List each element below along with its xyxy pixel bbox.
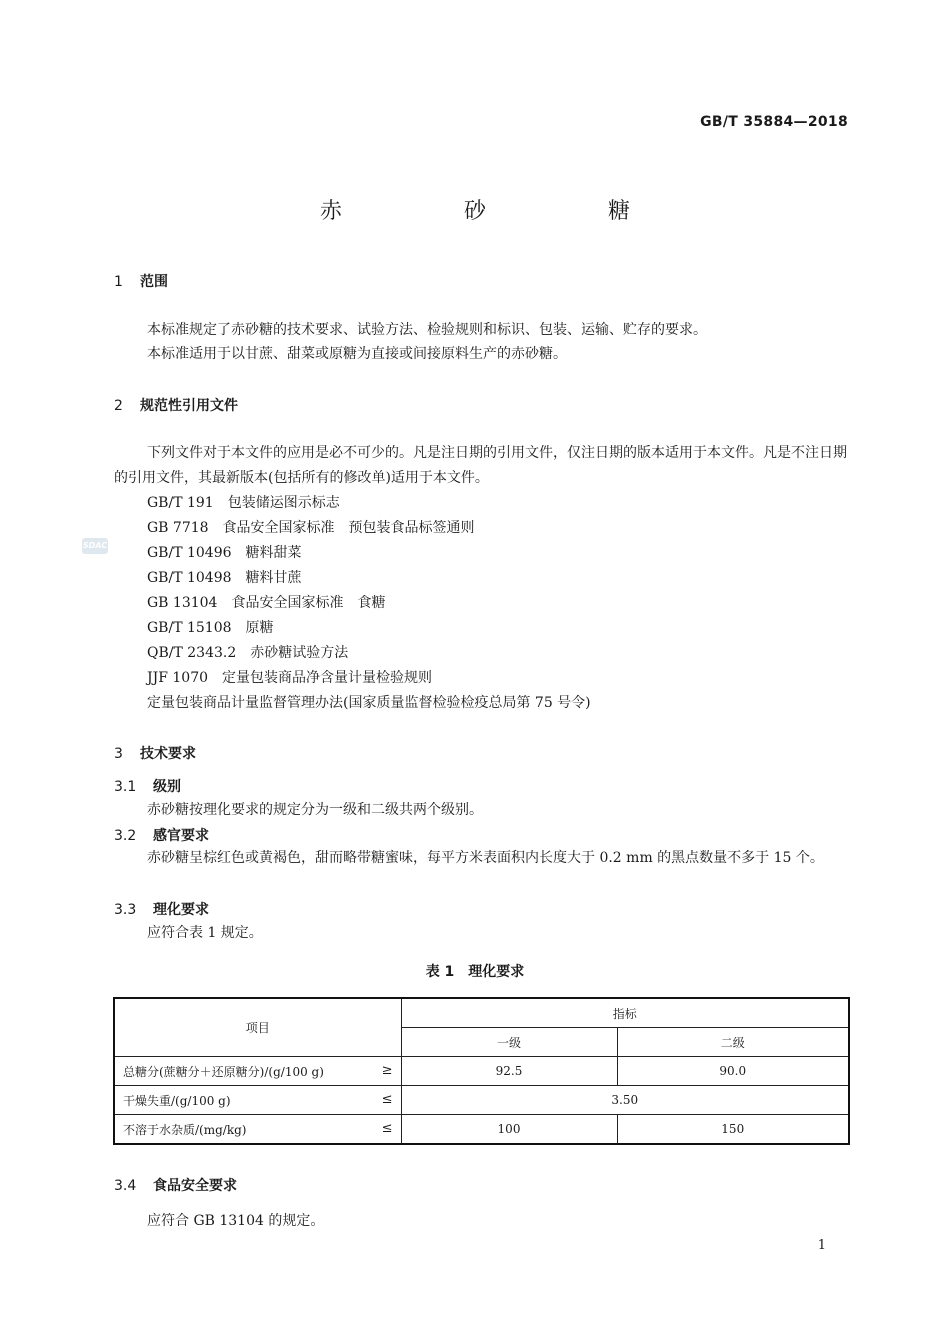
merged-value: 3.50 bbox=[401, 1086, 849, 1115]
reference-item: GB/T 10496 糖料甜菜 bbox=[147, 545, 302, 561]
section-3-heading bbox=[114, 743, 196, 763]
row-item bbox=[114, 1115, 401, 1145]
page-number: 1 bbox=[817, 1238, 826, 1253]
subsection-3-2-heading bbox=[114, 825, 209, 845]
reference-item: GB/T 10498 糖料甘蔗 bbox=[147, 570, 302, 586]
paragraph: 应符合表 1 规定。 bbox=[147, 925, 263, 941]
comparison-symbol: ≥ bbox=[381, 1063, 393, 1078]
reference-item: JJF 1070 定量包装商品净含量计量检验规则 bbox=[147, 670, 433, 686]
reference-item: GB/T 191 包装储运图示标志 bbox=[147, 495, 340, 511]
grade-2-value: 150 bbox=[617, 1115, 849, 1145]
subsection-title: 级别 bbox=[153, 779, 181, 795]
table-header-row bbox=[114, 998, 849, 1028]
item-label: 总糖分(蔗糖分＋还原糖分)/(g/100 g) bbox=[123, 1064, 324, 1079]
row-item bbox=[114, 1086, 401, 1115]
subsection-3-4-heading bbox=[114, 1175, 237, 1195]
section-title: 范围 bbox=[140, 274, 168, 290]
item-label: 不溶于水杂质/(mg/kg) bbox=[123, 1122, 247, 1137]
subsection-title: 食品安全要求 bbox=[153, 1178, 237, 1194]
table-row bbox=[114, 1115, 849, 1145]
subsection-number: 3.3 bbox=[114, 902, 137, 918]
paragraph: 应符合 GB 13104 的规定。 bbox=[147, 1213, 325, 1229]
paragraph: 本标准适用于以甘蔗、甜菜或原糖为直接或间接原料生产的赤砂糖。 bbox=[147, 346, 567, 362]
item-label: 干燥失重/(g/100 g) bbox=[123, 1093, 231, 1108]
section-title: 规范性引用文件 bbox=[140, 398, 238, 414]
header-grade-2: 二级 bbox=[617, 1028, 849, 1057]
subsection-title: 理化要求 bbox=[153, 902, 209, 918]
comparison-symbol: ≤ bbox=[381, 1121, 393, 1136]
subsection-title: 感官要求 bbox=[153, 828, 209, 844]
comparison-symbol: ≤ bbox=[381, 1092, 393, 1107]
subsection-number: 3.2 bbox=[114, 828, 137, 844]
section-1-heading bbox=[114, 271, 168, 291]
section-number: 3 bbox=[114, 746, 123, 762]
section-2-heading bbox=[114, 395, 238, 415]
watermark-logo: SDAC bbox=[82, 538, 108, 554]
paragraph: 赤砂糖呈棕红色或黄褐色，甜而略带糖蜜味，每平方米表面积内长度大于 0.2 mm 的黑点数量不多于 15 个。 bbox=[147, 850, 824, 866]
grade-1-value: 100 bbox=[401, 1115, 617, 1145]
table-row bbox=[114, 1086, 849, 1115]
standard-number: GB/T 35884—2018 bbox=[700, 114, 848, 130]
reference-item: GB 13104 食品安全国家标准 食糖 bbox=[147, 595, 386, 611]
section-number: 2 bbox=[114, 398, 123, 414]
reference-item: GB 7718 食品安全国家标准 预包装食品标签通则 bbox=[147, 520, 475, 536]
header-item: 项目 bbox=[114, 998, 401, 1057]
paragraph: 赤砂糖按理化要求的规定分为一级和二级共两个级别。 bbox=[147, 802, 483, 818]
section-number: 1 bbox=[114, 274, 123, 290]
section-title: 技术要求 bbox=[140, 746, 196, 762]
subsection-number: 3.1 bbox=[114, 779, 137, 795]
reference-item: QB/T 2343.2 赤砂糖试验方法 bbox=[147, 645, 349, 661]
reference-item: GB/T 15108 原糖 bbox=[147, 620, 274, 636]
paragraph: 本标准规定了赤砂糖的技术要求、试验方法、检验规则和标识、包装、运输、贮存的要求。 bbox=[147, 322, 707, 338]
subsection-number: 3.4 bbox=[114, 1178, 137, 1194]
header-index: 指标 bbox=[401, 998, 849, 1028]
grade-1-value: 92.5 bbox=[401, 1057, 617, 1086]
subsection-3-1-heading bbox=[114, 776, 181, 796]
table-caption: 表 1 理化要求 bbox=[425, 964, 525, 980]
reference-item: 定量包装商品计量监督管理办法(国家质量监督检验检疫总局第 75 号令) bbox=[147, 695, 591, 711]
table-row bbox=[114, 1057, 849, 1086]
document-title: 赤 砂 糖 bbox=[319, 199, 680, 224]
paragraph-intro: 下列文件对于本文件的应用是必不可少的。凡是注日期的引用文件，仅注日期的版本适用于本文件。凡是不注日期的引用文件，其最新版本(包括所有的修改单)适用于本文件。 bbox=[114, 445, 847, 486]
header-grade-1: 一级 bbox=[401, 1028, 617, 1057]
grade-2-value: 90.0 bbox=[617, 1057, 849, 1086]
subsection-3-3-heading bbox=[114, 899, 209, 919]
requirements-table bbox=[113, 997, 850, 1145]
row-item bbox=[114, 1057, 401, 1086]
